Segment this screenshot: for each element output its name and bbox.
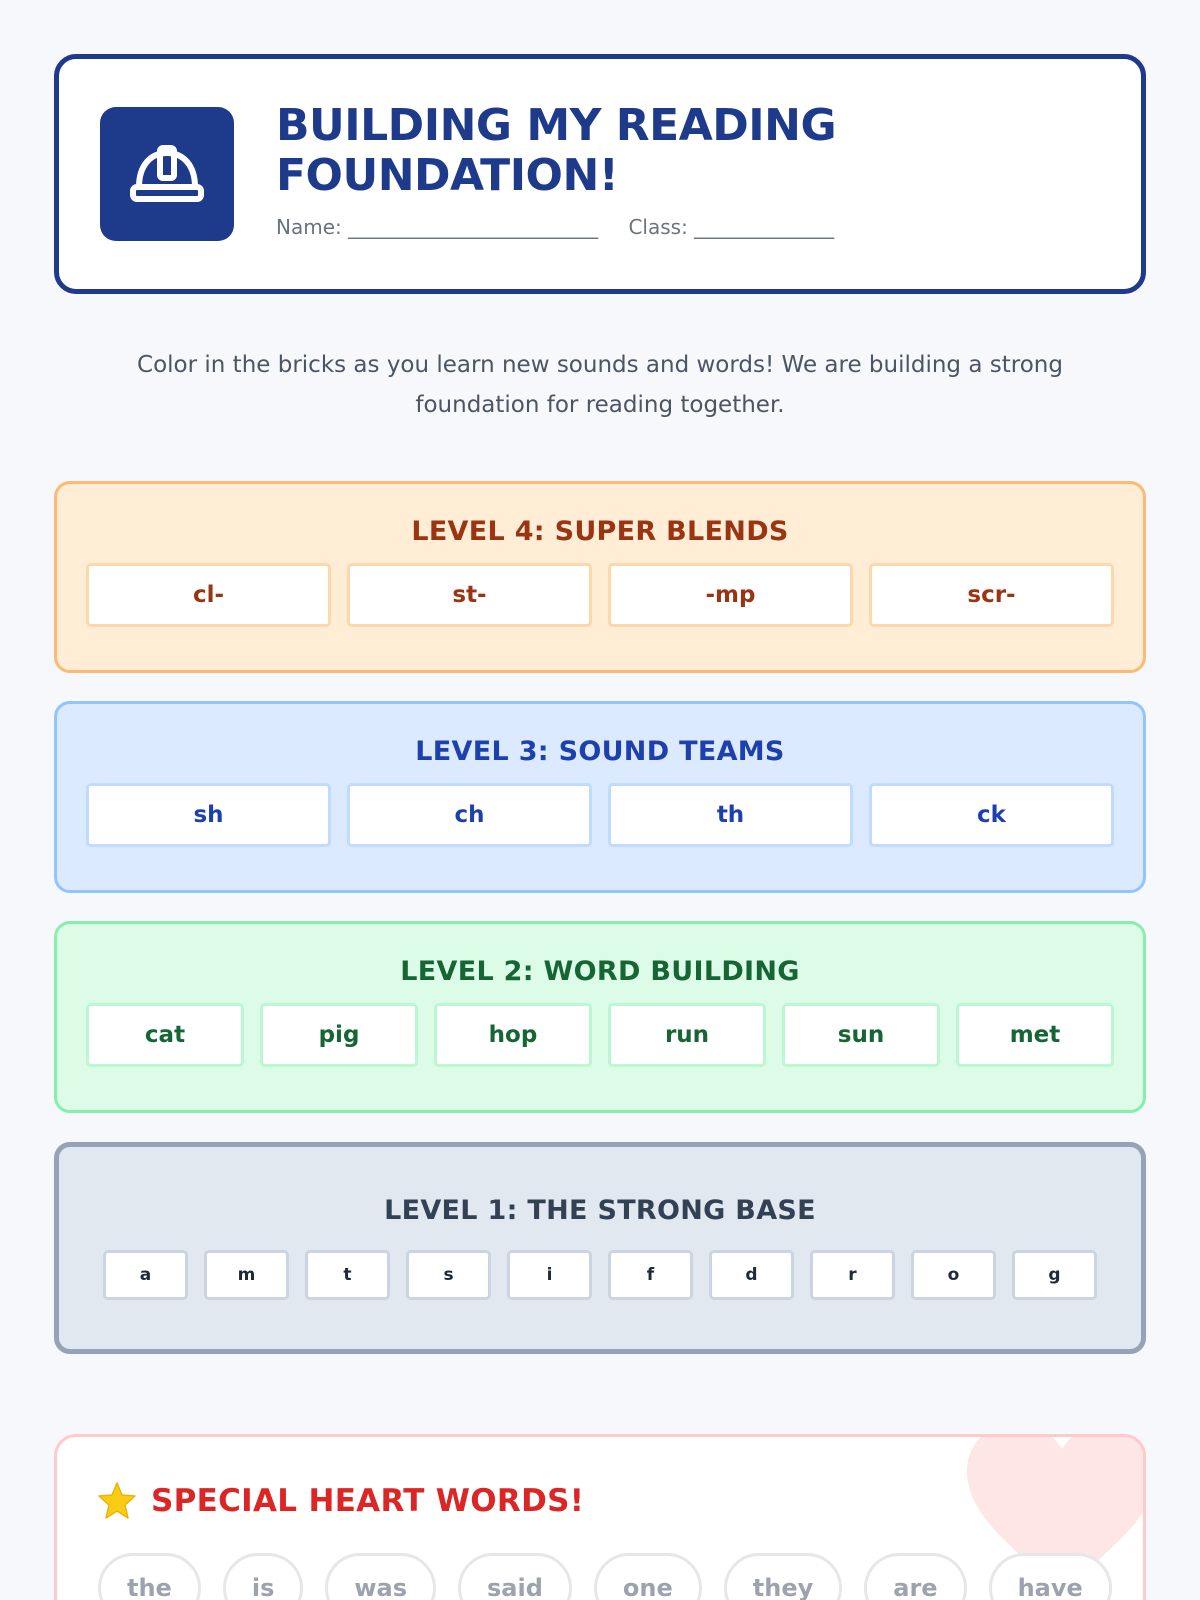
heart-word[interactable]: they — [724, 1553, 842, 1600]
logo-box — [100, 107, 234, 241]
heart-word[interactable]: said — [458, 1553, 572, 1600]
brick[interactable]: o — [911, 1250, 996, 1300]
level-4-bricks — [57, 563, 1143, 627]
name-field[interactable]: Name: _________________________ — [276, 215, 599, 239]
brick[interactable]: st- — [347, 563, 592, 627]
brick[interactable]: cl- — [86, 563, 331, 627]
level-3-title: LEVEL 3: SOUND TEAMS — [415, 736, 785, 767]
heart-word[interactable]: one — [594, 1553, 702, 1600]
brick[interactable]: pig — [260, 1003, 418, 1067]
heart-word[interactable]: was — [325, 1553, 436, 1600]
brick[interactable]: m — [204, 1250, 289, 1300]
brick[interactable]: a — [103, 1250, 188, 1300]
brick[interactable]: s — [406, 1250, 491, 1300]
heart-word[interactable]: have — [989, 1553, 1112, 1600]
brick[interactable]: met — [956, 1003, 1114, 1067]
star-icon — [97, 1481, 137, 1521]
level-2-title: LEVEL 2: WORD BUILDING — [400, 956, 800, 987]
page-title: BUILDING MY READING FOUNDATION! — [276, 100, 837, 201]
level-1-section — [54, 1142, 1146, 1354]
heart-words-header — [97, 1481, 584, 1521]
class-field[interactable]: Class: ______________ — [628, 215, 835, 239]
brick[interactable]: sh — [86, 783, 331, 847]
brick[interactable]: cat — [86, 1003, 244, 1067]
header-card — [54, 54, 1146, 294]
brick[interactable]: run — [608, 1003, 766, 1067]
hard-hat-icon — [129, 143, 205, 205]
brick[interactable]: r — [810, 1250, 895, 1300]
brick[interactable]: g — [1012, 1250, 1097, 1300]
student-fields — [276, 215, 858, 239]
intro-text: Color in the bricks as you learn new sounds and words! We are building a strong foundation for reading together. — [137, 352, 1063, 418]
heart-words-card — [54, 1434, 1146, 1600]
level-1-bricks — [59, 1250, 1141, 1300]
brick[interactable]: t — [305, 1250, 390, 1300]
level-3-section — [54, 701, 1146, 893]
brick[interactable]: scr- — [869, 563, 1114, 627]
level-4-section — [54, 481, 1146, 673]
brick[interactable]: i — [507, 1250, 592, 1300]
brick[interactable]: d — [709, 1250, 794, 1300]
brick[interactable]: hop — [434, 1003, 592, 1067]
level-4-title: LEVEL 4: SUPER BLENDS — [411, 516, 789, 547]
level-1-title: LEVEL 1: THE STRONG BASE — [384, 1195, 816, 1226]
heart-word[interactable]: the — [98, 1553, 201, 1600]
level-2-bricks — [57, 1003, 1143, 1067]
level-3-bricks — [57, 783, 1143, 847]
heart-word[interactable]: are — [864, 1553, 966, 1600]
heart-words-list — [98, 1553, 1112, 1600]
brick[interactable]: f — [608, 1250, 693, 1300]
level-2-section — [54, 921, 1146, 1113]
heart-words-title: SPECIAL HEART WORDS! — [151, 1483, 585, 1519]
heart-word[interactable]: is — [223, 1553, 304, 1600]
brick[interactable]: -mp — [608, 563, 853, 627]
brick[interactable]: th — [608, 783, 853, 847]
brick[interactable]: sun — [782, 1003, 940, 1067]
brick[interactable]: ck — [869, 783, 1114, 847]
brick[interactable]: ch — [347, 783, 592, 847]
